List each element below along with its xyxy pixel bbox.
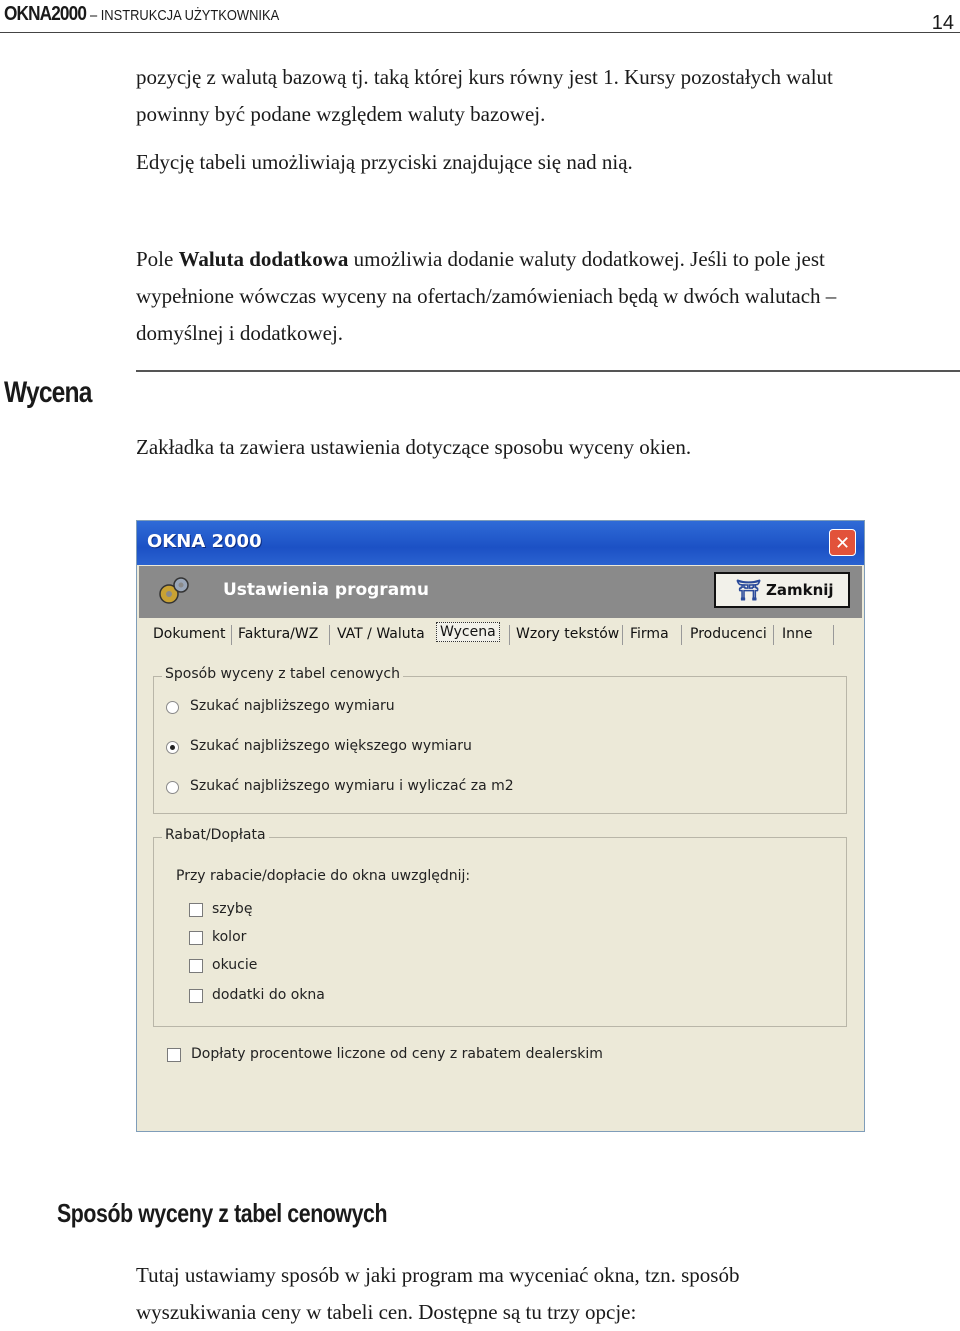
discount-group bbox=[153, 827, 847, 1027]
door-exit-icon: ⛩ bbox=[736, 578, 762, 602]
close-program-button[interactable] bbox=[714, 572, 850, 608]
checkbox-hardware-label: okucie bbox=[212, 957, 258, 973]
section-rule bbox=[136, 370, 960, 372]
checkbox-glass-label: szybę bbox=[212, 901, 253, 917]
tab-wzory-tekstow[interactable]: Wzory tekstów bbox=[516, 626, 620, 642]
checkbox-dealer-discount-label: Dopłaty procentowe liczone od ceny z rabatem dealerskim bbox=[191, 1046, 603, 1062]
radio-nearest-larger-label: Szukać najbliższego większego wymiaru bbox=[190, 738, 472, 754]
checkbox-hardware[interactable] bbox=[189, 959, 203, 973]
section-title: Wycena bbox=[4, 376, 92, 409]
pricing-method-group bbox=[153, 666, 847, 814]
checkbox-glass[interactable] bbox=[189, 903, 203, 917]
discount-prompt: Przy rabacie/dopłacie do okna uwzględnij: bbox=[176, 868, 471, 884]
radio-nearest-label: Szukać najbliższego wymiaru bbox=[190, 698, 395, 714]
window-title: OKNA 2000 bbox=[147, 531, 262, 552]
tab-vat-waluta[interactable]: VAT / Waluta bbox=[337, 626, 425, 642]
checkbox-accessories-label: dodatki do okna bbox=[212, 987, 325, 1003]
checkbox-color-label: kolor bbox=[212, 929, 247, 945]
checkbox-accessories[interactable] bbox=[189, 989, 203, 1003]
paragraph-extra-currency: Pole Waluta dodatkowa umożliwia dodanie waluty dodatkowej. Jeśli to pole jest wypełnione wówczas wyceny na ofertach/zamówieniach będą w dwóch walutach – domyślnej i dodatkowej. bbox=[136, 247, 837, 345]
tab-separator bbox=[509, 625, 510, 645]
header-subtitle: – INSTRUKCJA UŻYTKOWNIKA bbox=[89, 7, 280, 24]
paragraph-table-edit: Edycję tabeli umożliwiają przyciski znajdujące się nad nią. bbox=[136, 150, 633, 174]
radio-nearest-per-m2-label: Szukać najbliższego wymiaru i wyliczać za m2 bbox=[190, 778, 514, 794]
settings-tabs bbox=[145, 619, 861, 651]
tab-separator bbox=[833, 625, 834, 645]
tab-producenci[interactable]: Producenci bbox=[690, 626, 767, 642]
tab-dokument[interactable]: Dokument bbox=[153, 626, 226, 642]
tab-wycena[interactable]: Wycena bbox=[436, 622, 500, 642]
discount-legend: Rabat/Dopłata bbox=[162, 827, 269, 843]
checkbox-dealer-discount[interactable] bbox=[167, 1048, 181, 1062]
banner-title: Ustawienia programu bbox=[223, 580, 429, 600]
tab-separator bbox=[773, 625, 774, 645]
subsection-title: Sposób wyceny z tabel cenowych bbox=[57, 1198, 388, 1228]
window-titlebar bbox=[137, 521, 864, 565]
header-brand: OKNA2000 – INSTRUKCJA UŻYTKOWNIKA bbox=[4, 3, 280, 25]
paragraph-currency: pozycję z walutą bazową tj. taką której kurs równy jest 1. Kursy pozostałych walut powinny być podane względem waluty bazowej. bbox=[136, 65, 833, 126]
radio-nearest-larger[interactable] bbox=[166, 741, 179, 754]
settings-banner bbox=[139, 566, 862, 618]
tab-separator bbox=[622, 625, 623, 645]
checkbox-color[interactable] bbox=[189, 931, 203, 945]
tab-separator bbox=[681, 625, 682, 645]
radio-nearest-per-m2[interactable] bbox=[166, 781, 179, 794]
tab-separator bbox=[329, 625, 330, 645]
paragraph-pricing-method: Tutaj ustawiamy sposób w jaki program ma wyceniać okna, tzn. sposób wyszukiwania ceny w tabeli cen. Dostępne są tu trzy opcje: bbox=[136, 1263, 740, 1324]
tab-inne[interactable]: Inne bbox=[782, 626, 813, 642]
radio-nearest[interactable] bbox=[166, 701, 179, 714]
pricing-method-legend: Sposób wyceny z tabel cenowych bbox=[162, 666, 403, 682]
header-rule bbox=[0, 32, 960, 33]
gears-icon bbox=[157, 574, 191, 608]
window-close-button[interactable]: ✕ bbox=[829, 529, 856, 556]
tab-separator bbox=[231, 625, 232, 645]
tab-firma[interactable]: Firma bbox=[630, 626, 669, 642]
paragraph-tab-intro: Zakładka ta zawiera ustawienia dotyczące sposobu wyceny okien. bbox=[136, 435, 692, 459]
settings-window bbox=[136, 520, 865, 1132]
close-program-label: Zamknij bbox=[766, 581, 834, 599]
tab-faktura-wz[interactable]: Faktura/WZ bbox=[238, 626, 319, 642]
page-number: 14 bbox=[931, 12, 954, 34]
